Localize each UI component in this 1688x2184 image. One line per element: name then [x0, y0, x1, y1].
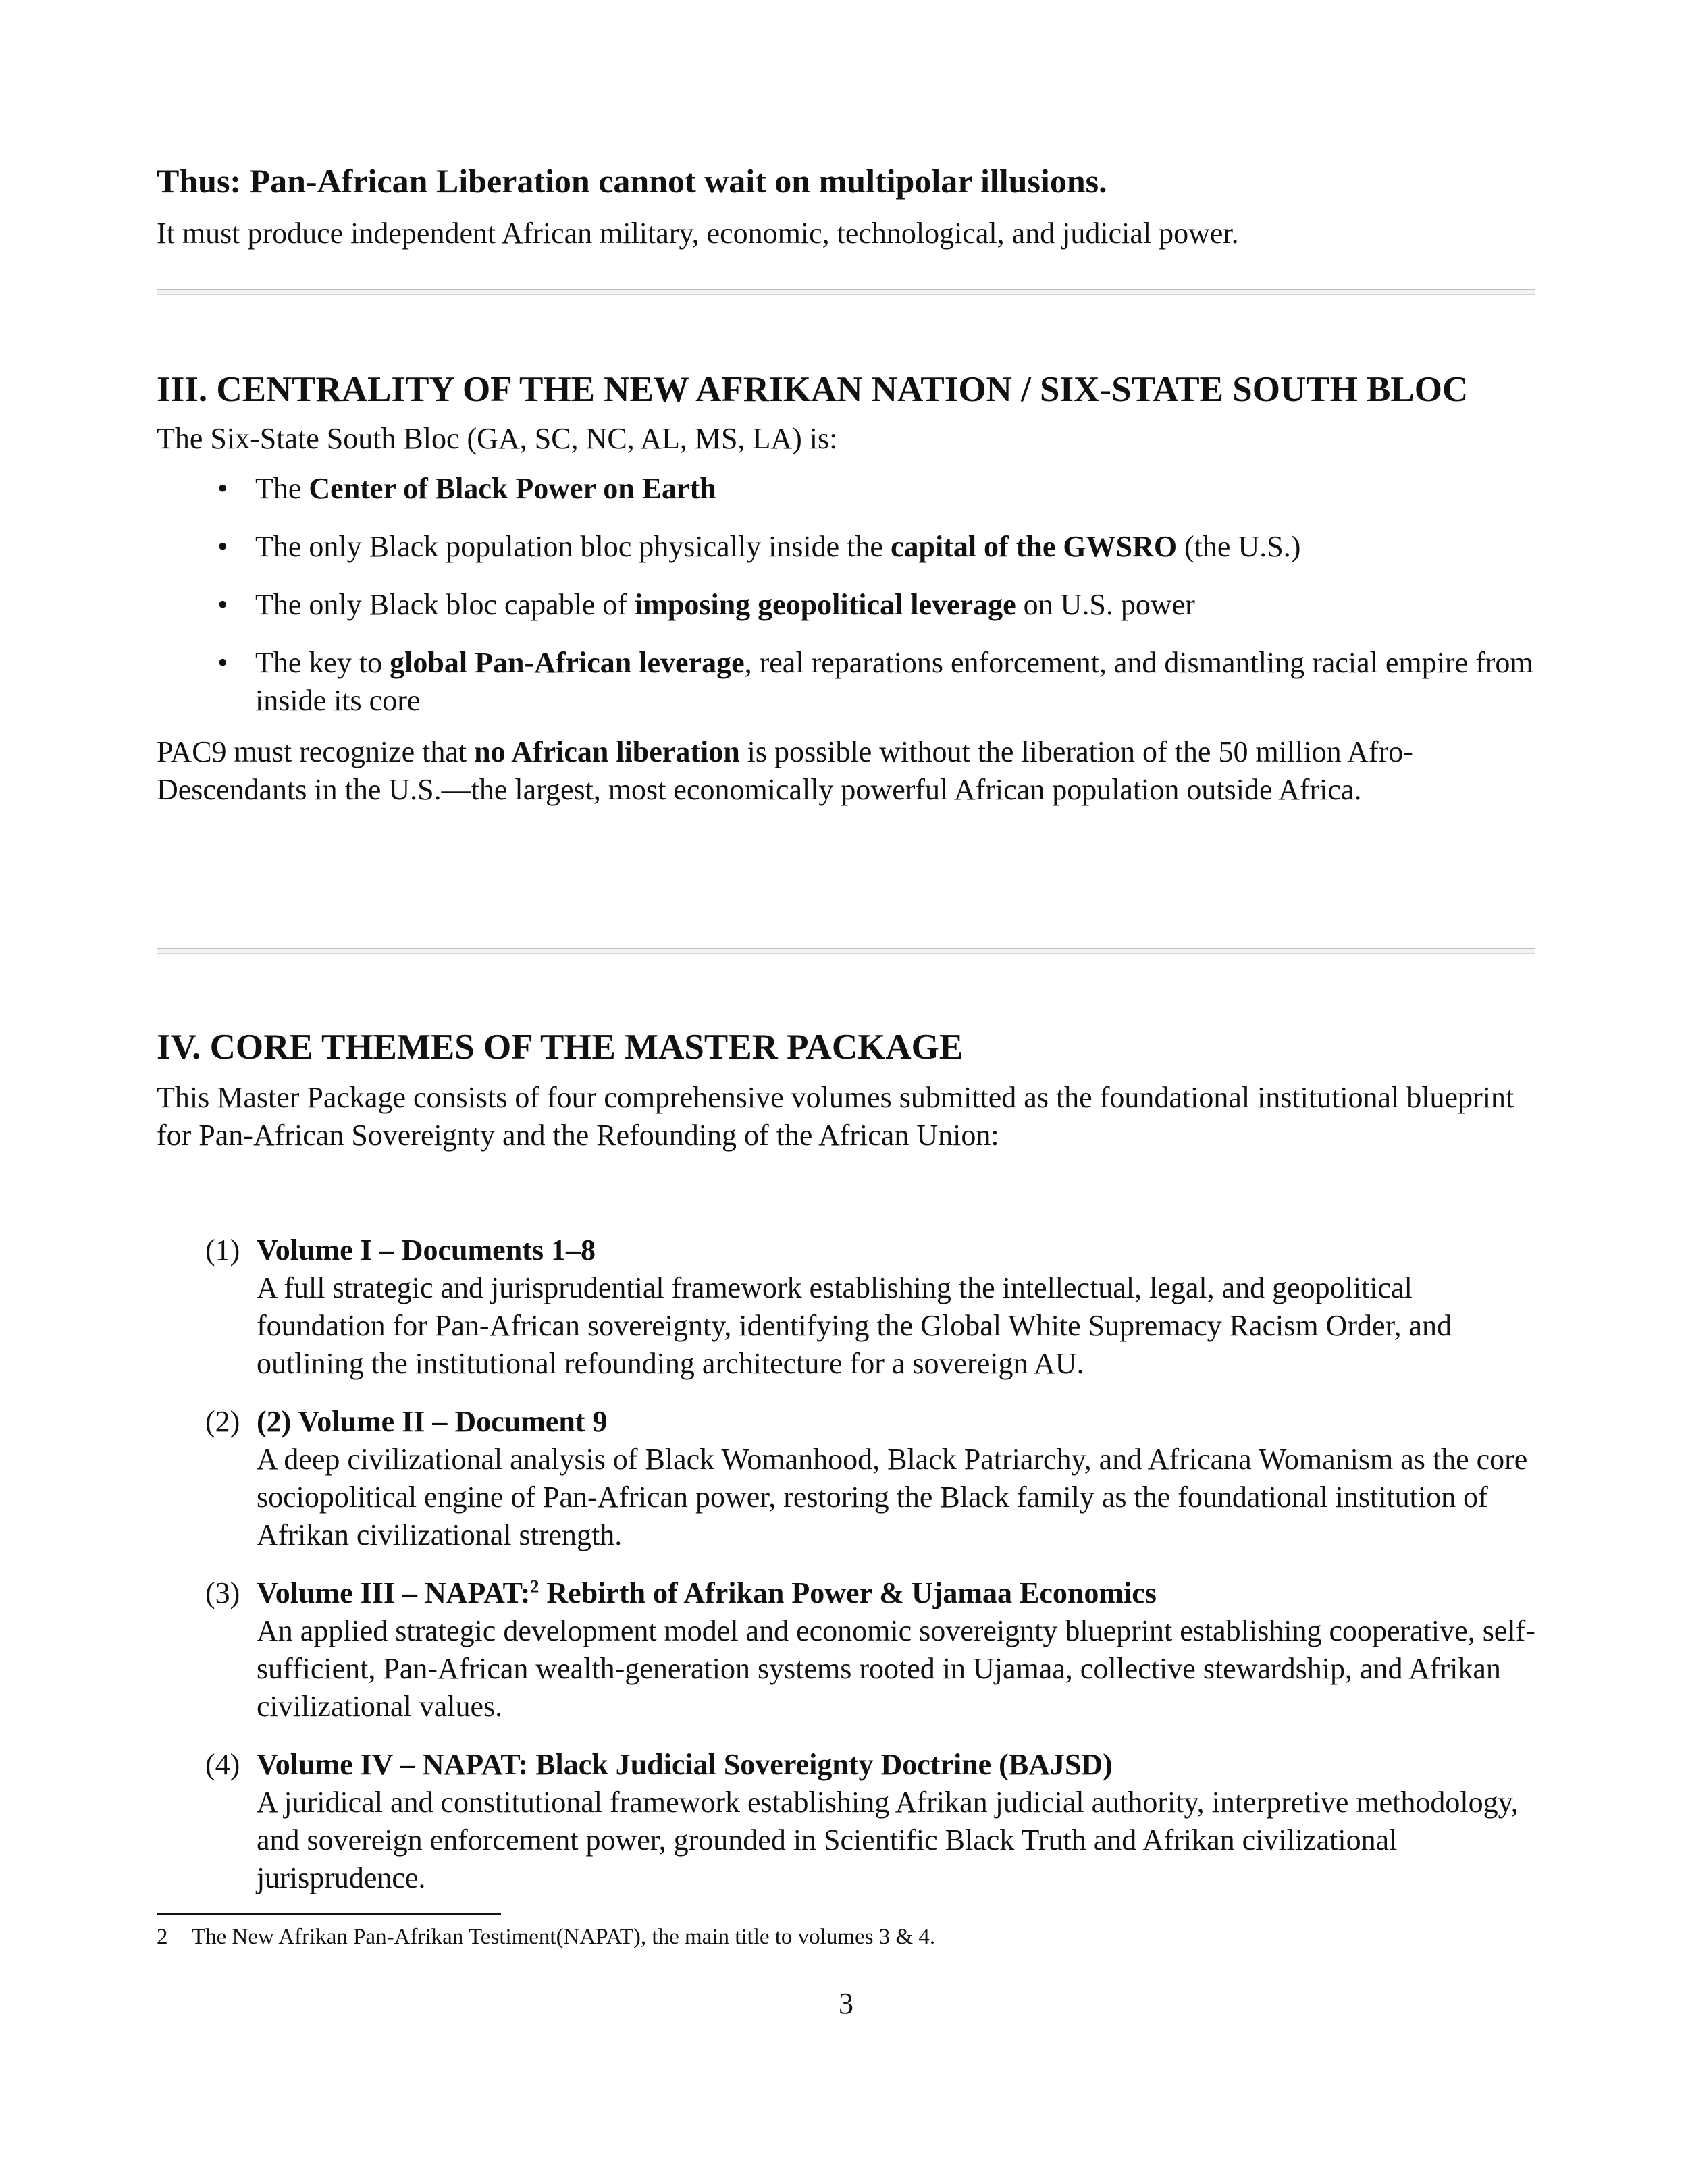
- lead-title: Thus: Pan-African Liberation cannot wait on multipolar illusions.: [157, 162, 1107, 200]
- section-intro: This Master Package consists of four comprehensive volumes submitted as the foundational institutional blueprint for Pan-African Sovereignty and the Refounding of the African Union:: [157, 1081, 1514, 1152]
- list-item: • The only Black population bloc physically inside the capital of the GWSRO (the U.S.): [157, 528, 1535, 566]
- section-intro: The Six-State South Bloc (GA, SC, NC, AL, MS, LA) is:: [157, 422, 838, 455]
- lead-block: [157, 161, 1535, 252]
- section-iii: [157, 367, 1535, 809]
- volume-description: An applied strategic development model and economic sovereignty blueprint establishing cooperative, self-sufficient, Pan-African wealth-generation systems rooted in Ujamaa, collective stewardship, and Afrikan civilizational values.: [257, 1614, 1535, 1723]
- volume-item: [157, 1403, 1535, 1554]
- document-page: [157, 0, 1535, 2184]
- volume-description: A full strategic and jurisprudential framework establishing the intellectual, legal, and geopolitical foundation for Pan-African sovereignty, identifying the Global White Supremacy Racism Order, and outlining the institutional refounding architecture for a sovereign AU.: [257, 1271, 1452, 1380]
- footnote-number: 2: [157, 1925, 168, 1949]
- list-item: • The only Black bloc capable of imposing geopolitical leverage on U.S. power: [157, 586, 1535, 624]
- volume-number: (4): [205, 1748, 240, 1781]
- list-item: • The key to global Pan-African leverage, real reparations enforcement, and dismantling racial empire from inside its core: [157, 644, 1535, 720]
- section-divider: [157, 948, 1535, 954]
- footnote-separator: [157, 1913, 501, 1915]
- section-closing-paragraph: PAC9 must recognize that no African liberation is possible without the liberation of the 50 million Afro-Descendants in the U.S.—the largest, most economically powerful African population outside Africa.: [157, 735, 1413, 806]
- section-iv: [157, 1025, 1535, 1154]
- page-number: 3: [839, 1987, 853, 2020]
- section-title: IV. CORE THEMES OF THE MASTER PACKAGE: [157, 1028, 964, 1067]
- list-item: • The Center of Black Power on Earth: [157, 470, 1535, 508]
- bullet-icon: •: [217, 530, 228, 563]
- volume-title: (2) Volume II – Document 9: [257, 1405, 608, 1438]
- footnote-text: The New Afrikan Pan-Afrikan Testiment(NAPAT), the main title to volumes 3 & 4.: [192, 1925, 936, 1949]
- section-divider: [157, 289, 1535, 295]
- volume-item: [157, 1574, 1535, 1726]
- volume-item: [157, 1231, 1535, 1383]
- volume-description: A deep civilizational analysis of Black Womanhood, Black Patriarchy, and Africana Womanism as the core sociopolitical engine of Pan-African power, restoring the Black family as the foundational institution of Afrikan civilizational strength.: [257, 1443, 1528, 1551]
- volume-number: (3): [205, 1576, 240, 1609]
- footnote: [157, 1923, 1535, 1951]
- volume-description: A juridical and constitutional framework establishing Afrikan judicial authority, interpretive methodology, and sovereign enforcement power, grounded in Scientific Black Truth and Afrikan civilizational jurisprudence.: [257, 1786, 1519, 1894]
- lead-text: It must produce independent African military, economic, technological, and judicial power.: [157, 217, 1239, 250]
- bullet-icon: •: [217, 472, 228, 505]
- volume-title: Volume I – Documents 1–8: [257, 1233, 596, 1267]
- volume-title: Volume IV – NAPAT: Black Judicial Sovereignty Doctrine (BAJSD): [257, 1748, 1113, 1781]
- volume-title: Volume III – NAPAT:$^2$ Rebirth of Afrikan Power & Ujamaa Economics: [257, 1576, 1157, 1609]
- section-title: III. CENTRALITY OF THE NEW AFRIKAN NATION / SIX-STATE SOUTH BLOC: [157, 370, 1469, 409]
- volume-list: [157, 1231, 1535, 1917]
- bullet-icon: •: [217, 646, 228, 679]
- bullet-list: [157, 470, 1535, 720]
- volume-number: (1): [205, 1233, 240, 1267]
- volume-number: (2): [205, 1405, 240, 1438]
- volume-item: [157, 1746, 1535, 1897]
- bullet-icon: •: [217, 588, 228, 621]
- footnote-reference[interactable]: 2: [530, 1576, 539, 1597]
